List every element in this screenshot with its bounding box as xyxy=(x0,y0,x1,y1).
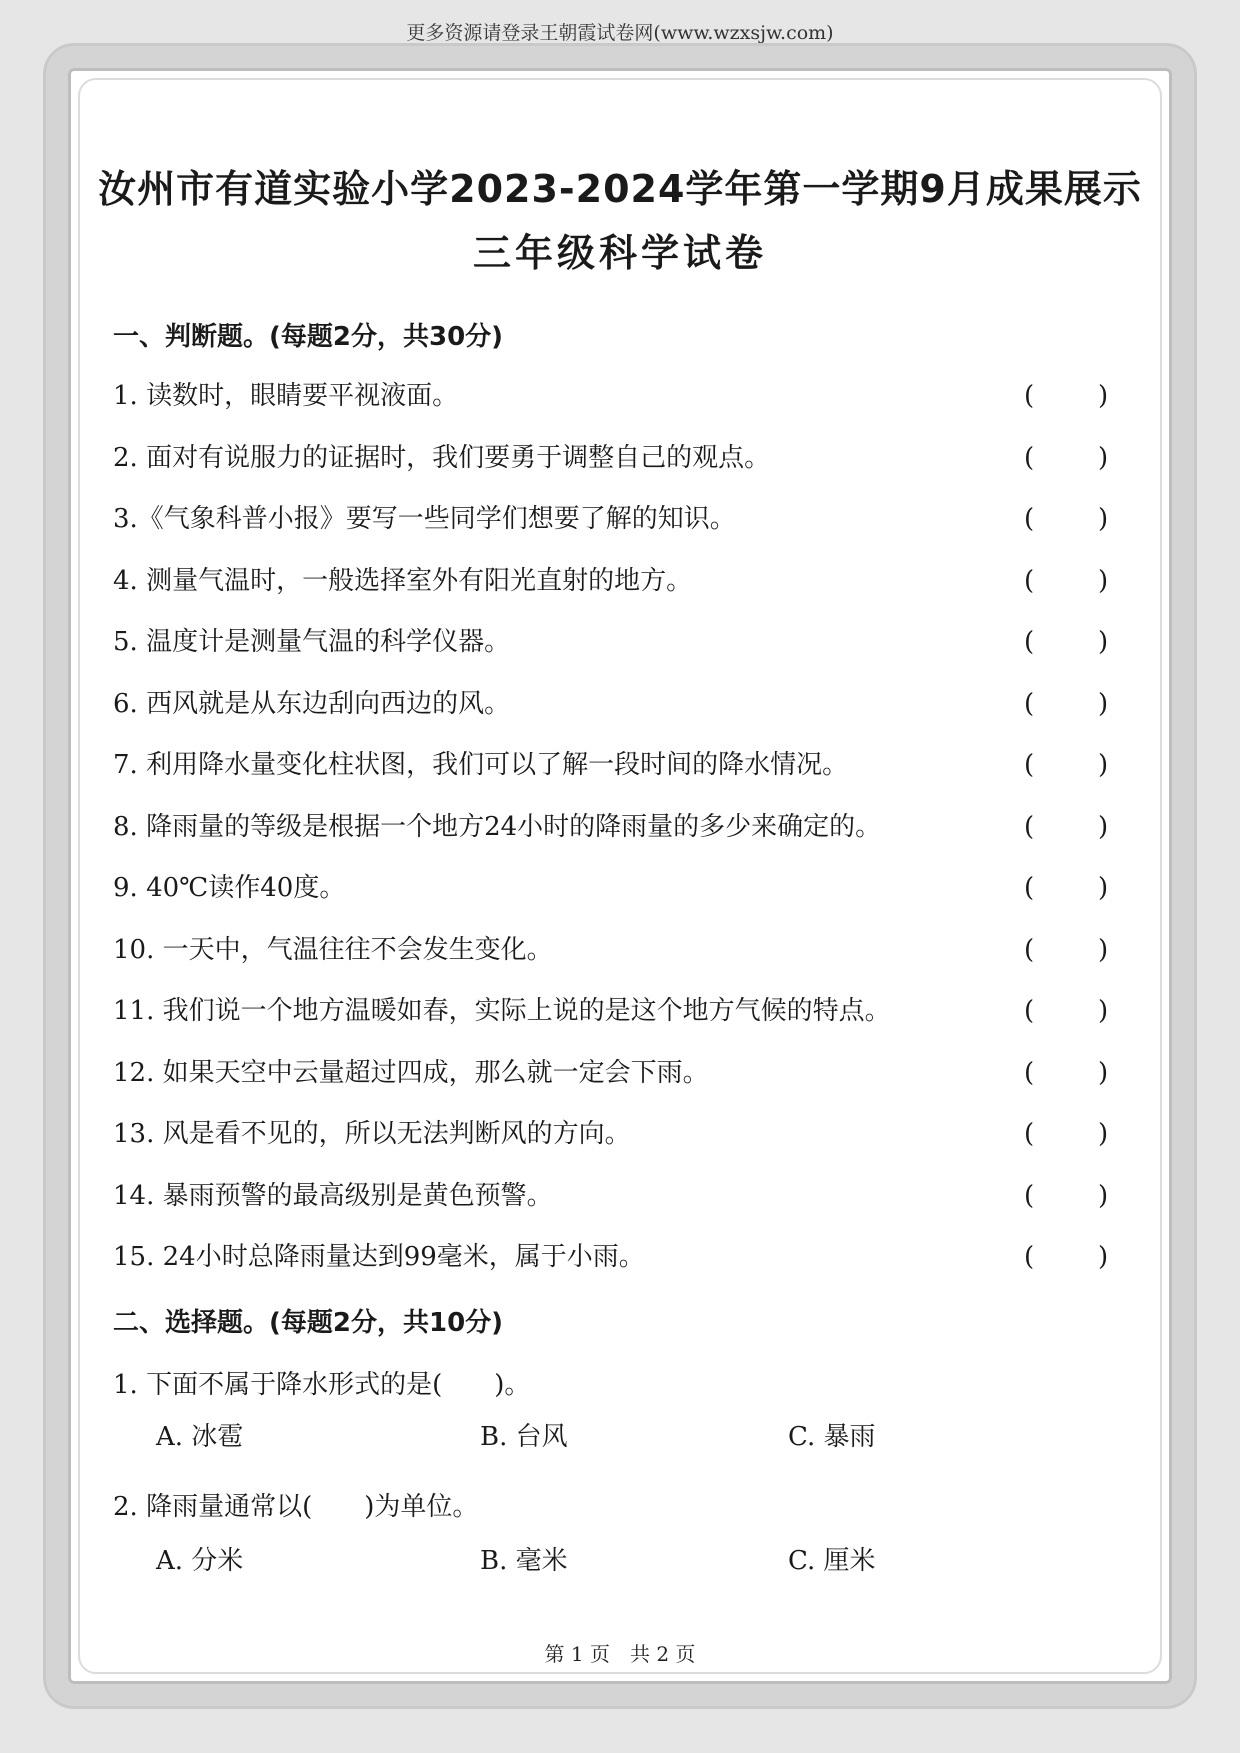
answer-blank-close: ) xyxy=(1098,750,1109,780)
question-text: 14. 暴雨预警的最高级别是黄色预警。 xyxy=(113,1180,553,1211)
question-row xyxy=(113,932,1113,968)
answer-blank-open: ( xyxy=(1024,627,1035,657)
choice-option: A. 分米 xyxy=(156,1546,244,1576)
question-row xyxy=(113,686,1113,722)
exam-subtitle: 三年级科学试卷 xyxy=(472,231,767,275)
exam-title: 汝州市有道实验小学2023-2024学年第一学期9月成果展示 xyxy=(98,167,1142,211)
question-text: 6. 西风就是从东边刮向西边的风。 xyxy=(113,688,511,719)
answer-blank-close: ) xyxy=(1098,381,1109,411)
question-text: 3.《气象科普小报》要写一些同学们想要了解的知识。 xyxy=(113,504,736,534)
question-row xyxy=(113,1055,1113,1091)
question-text: 15. 24小时总降雨量达到99毫米，属于小雨。 xyxy=(113,1242,645,1272)
answer-blank-open: ( xyxy=(1024,442,1035,473)
answer-blank-open: ( xyxy=(1024,1057,1035,1088)
question-text: 5. 温度计是测量气温的科学仪器。 xyxy=(113,627,511,657)
question-text: 13. 风是看不见的，所以无法判断风的方向。 xyxy=(113,1119,631,1149)
question-row xyxy=(113,624,1113,660)
choice-option: C. 暴雨 xyxy=(788,1422,876,1452)
question-row xyxy=(113,440,1113,476)
question-text: 7. 利用降水量变化柱状图，我们可以了解一段时间的降水情况。 xyxy=(113,750,849,780)
answer-blank-open: ( xyxy=(1024,873,1035,903)
question-row xyxy=(113,1178,1113,1214)
choice-option: C. 厘米 xyxy=(788,1546,876,1576)
question-text: 1. 读数时，眼睛要平视液面。 xyxy=(113,381,459,411)
question-text: 2. 面对有说服力的证据时，我们要勇于调整自己的观点。 xyxy=(113,442,771,473)
question-text: 4. 测量气温时，一般选择室外有阳光直射的地方。 xyxy=(113,565,693,596)
answer-blank-open: ( xyxy=(1024,996,1035,1026)
question-row xyxy=(113,1116,1113,1152)
answer-blank-close: ) xyxy=(1098,873,1109,903)
section-heading-multiple-choice: 二、选择题。(每题2分，共10分) xyxy=(113,1308,504,1338)
question-text: 11. 我们说一个地方温暖如春，实际上说的是这个地方气候的特点。 xyxy=(113,996,891,1026)
choice-option: B. 台风 xyxy=(480,1422,568,1452)
question-row xyxy=(113,563,1113,599)
question-text: 10. 一天中，气温往往不会发生变化。 xyxy=(113,934,553,965)
choice-option: A. 冰雹 xyxy=(156,1422,244,1452)
answer-blank-open: ( xyxy=(1024,565,1035,596)
answer-blank-open: ( xyxy=(1024,1242,1035,1272)
answer-blank-open: ( xyxy=(1024,1119,1035,1149)
page-footer: 第 1 页 共 2 页 xyxy=(544,1642,696,1666)
answer-blank-open: ( xyxy=(1024,688,1035,719)
answer-blank-close: ) xyxy=(1098,996,1109,1026)
question-row xyxy=(113,747,1113,783)
answer-blank-close: ) xyxy=(1098,442,1109,473)
question-text: 12. 如果天空中云量超过四成，那么就一定会下雨。 xyxy=(113,1057,709,1088)
answer-blank-open: ( xyxy=(1024,750,1035,780)
question-row xyxy=(113,809,1113,845)
answer-blank-open: ( xyxy=(1024,811,1035,842)
answer-blank-close: ) xyxy=(1098,1057,1109,1088)
answer-blank-close: ) xyxy=(1098,565,1109,596)
answer-blank-open: ( xyxy=(1024,381,1035,411)
question-text: 8. 降雨量的等级是根据一个地方24小时的降雨量的多少来确定的。 xyxy=(113,811,882,842)
question-text: 9. 40℃读作40度。 xyxy=(113,873,346,903)
answer-blank-close: ) xyxy=(1098,1180,1109,1211)
watermark: 更多资源请登录王朝霞试卷网(www.wzxsjw.com) xyxy=(406,22,834,44)
question-row xyxy=(113,993,1113,1029)
choice-question-stem: 1. 下面不属于降水形式的是( )。 xyxy=(113,1370,531,1400)
section-heading-true-false: 一、判断题。(每题2分，共30分) xyxy=(113,322,504,352)
answer-blank-open: ( xyxy=(1024,934,1035,965)
answer-blank-close: ) xyxy=(1098,934,1109,965)
answer-blank-open: ( xyxy=(1024,1180,1035,1211)
answer-blank-close: ) xyxy=(1098,627,1109,657)
answer-blank-close: ) xyxy=(1098,811,1109,842)
answer-blank-close: ) xyxy=(1098,1242,1109,1272)
question-row xyxy=(113,378,1113,414)
answer-blank-close: ) xyxy=(1098,1119,1109,1149)
question-row xyxy=(113,1239,1113,1275)
question-row xyxy=(113,870,1113,906)
choice-question-stem: 2. 降雨量通常以( )为单位。 xyxy=(113,1492,479,1522)
answer-blank-close: ) xyxy=(1098,688,1109,719)
answer-blank-open: ( xyxy=(1024,504,1035,534)
answer-blank-close: ) xyxy=(1098,504,1109,534)
question-row xyxy=(113,501,1113,537)
choice-option: B. 毫米 xyxy=(480,1546,568,1576)
